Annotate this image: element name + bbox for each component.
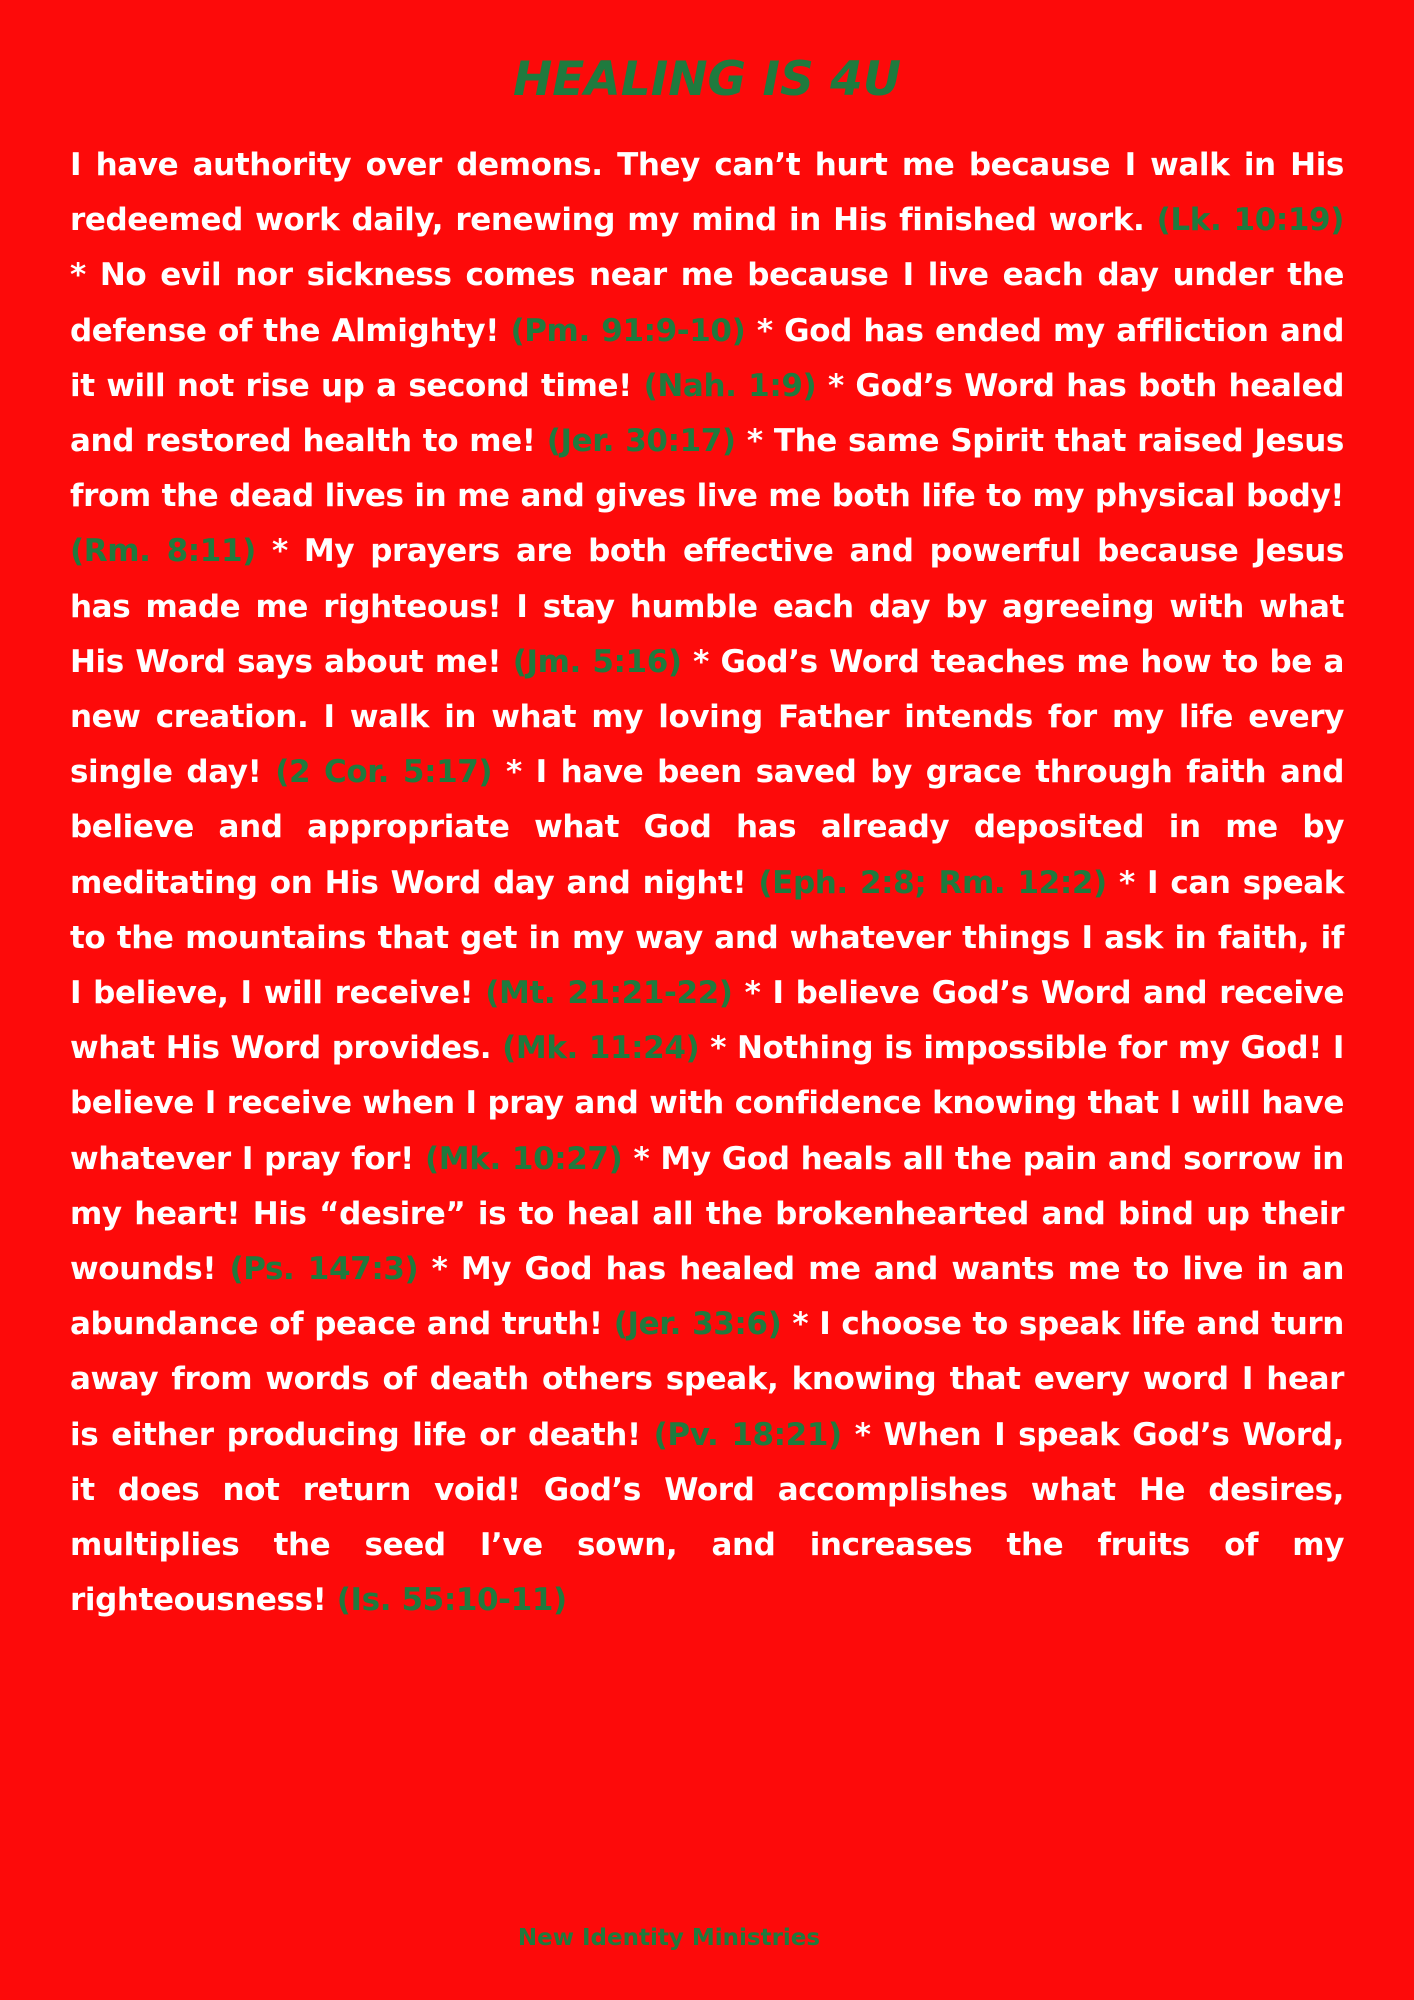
scripture-reference: (Mk. 11:24): [502, 1030, 700, 1067]
scripture-reference: (Eph. 2:8; Rm. 12:2): [758, 864, 1107, 901]
confession-text: * I believe God’s Word and receive what His Word provides.: [70, 975, 1344, 1067]
confession-text: * God has ended my affliction and it will not rise up a second time!: [70, 312, 1344, 404]
scripture-reference: (2 Cor. 5:17): [275, 754, 493, 791]
confession-text: * I have been saved by grace through faith and believe and appropriate what God has already deposited in me by meditating on His Word day and night!: [70, 754, 1344, 901]
ministry-footer: New Identity Ministries: [517, 1925, 821, 1951]
confession-text: * I can speak to the mountains that get in my way and whatever things I ask in faith, if I believe, I will receive!: [70, 864, 1344, 1012]
scripture-reference: (Jer. 33:6): [613, 1306, 782, 1343]
scripture-reference: (Nah. 1:9): [643, 367, 817, 404]
confession-paragraph: [70, 138, 1344, 1628]
confession-text: * The same Spirit that raised Jesus from the dead lives in me and gives live me both life to my physical body!: [70, 423, 1344, 515]
scripture-reference: (Lk. 10:19): [1156, 202, 1344, 239]
scripture-reference: (Jm. 5:16): [512, 643, 682, 680]
scripture-reference: (Ps. 147:3): [229, 1251, 419, 1288]
scripture-reference: (Pv. 18:21): [653, 1416, 842, 1453]
confession-text: * My God heals all the pain and sorrow in my heart! His “desire” is to heal all the brokenhearted and bind up their wounds!: [70, 1140, 1344, 1288]
scripture-reference: (Rm. 8:11): [70, 533, 256, 570]
scripture-reference: (Mt. 21:21-22): [485, 975, 733, 1012]
scripture-reference: (Mk. 10:27): [425, 1140, 623, 1177]
confession-text: * Nothing is impossible for my God! I believe I receive when I pray and with confidence knowing that I will have whatever I pray for!: [70, 1030, 1344, 1177]
confession-text: * God’s Word teaches me how to be a new creation. I walk in what my loving Father intends for my life every single day!: [70, 643, 1344, 791]
confession-text: I have authority over demons. They can’t hurt me because I walk in His redeemed work daily, renewing my mind in His finished work.: [70, 147, 1344, 239]
page-title: HEALING IS 4U: [512, 52, 902, 107]
confession-text: * My God has healed me and wants me to live in an abundance of peace and truth!: [70, 1251, 1344, 1343]
confession-text: * No evil nor sickness comes near me because I live each day under the defense of the Almighty!: [70, 257, 1344, 349]
confession-text: * When I speak God’s Word, it does not return void! God’s Word accomplishes what He desires, multiplies the seed I’ve sown, and increases the fruits of my righteousness!: [70, 1416, 1344, 1619]
scripture-reference: (Is. 55:10-11): [336, 1582, 567, 1619]
scripture-reference: (Jer. 30:17): [546, 423, 736, 460]
confession-text: * My prayers are both effective and powerful because Jesus has made me righteous! I stay humble each day by agreeing with what His Word says about me!: [70, 533, 1344, 680]
scripture-reference: (Pm. 91:9-10): [510, 312, 746, 349]
confession-text: * God’s Word has both healed and restored health to me!: [70, 367, 1344, 460]
confession-text: * I choose to speak life and turn away from words of death others speak, knowing that every word I hear is either producing life or death!: [70, 1306, 1344, 1453]
